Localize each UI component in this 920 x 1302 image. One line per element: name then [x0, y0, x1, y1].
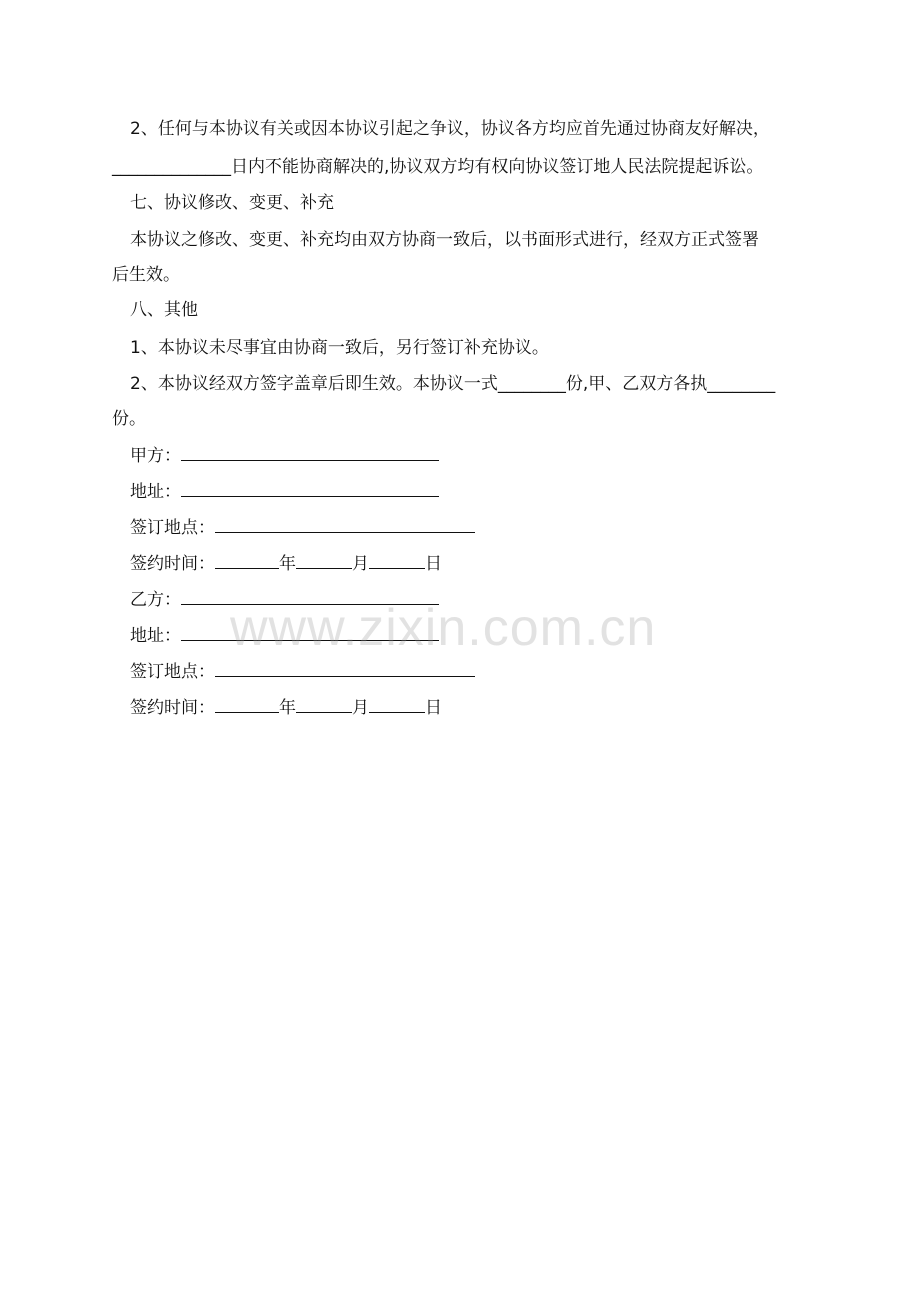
party-b-name-label: 乙方： [130, 590, 181, 610]
party-a-year-label: 年 [279, 554, 296, 574]
section-8-item-1 [130, 336, 830, 360]
section-7-body-text-1: 本协议之修改、变更、补充均由双方协商一致后，以书面形式进行，经双方正式签署 [130, 230, 759, 250]
party-b-year-label: 年 [279, 698, 296, 718]
party-b-address-label: 地址： [130, 626, 181, 646]
party-a-name-row [130, 444, 439, 468]
section-8-item-2-line1 [130, 372, 830, 396]
section-7-body-line1 [130, 228, 830, 252]
party-a-month-blank [296, 552, 352, 569]
party-a-month-label: 月 [352, 554, 369, 574]
party-a-address-row [130, 480, 439, 504]
section-7-body-text-2: 后生效。 [112, 265, 180, 285]
party-b-month-blank [296, 696, 352, 713]
party-b-place-row [130, 660, 475, 684]
watermark: www.zixin.com.cn [230, 599, 657, 657]
dispute-text-2: 日内不能协商解决的,协议双方均有权向协议签订地人民法院提起诉讼。 [231, 157, 764, 177]
party-b-place-blank [215, 660, 475, 677]
section-8-heading [130, 298, 830, 322]
item-2-text-b: 份,甲、乙双方各执 [565, 374, 708, 394]
party-b-place-label: 签订地点： [130, 662, 215, 682]
party-a-name-label: 甲方： [130, 446, 181, 466]
paragraph-dispute-line2 [112, 155, 812, 179]
party-a-place-row [130, 516, 475, 540]
party-a-year-blank [215, 552, 279, 569]
item-2-blank-1: ________ [497, 374, 566, 394]
party-b-day-label: 日 [425, 698, 442, 718]
party-a-time-row [130, 552, 442, 576]
section-7-title: 七、协议修改、变更、补充 [130, 193, 334, 213]
item-1-text: 1、本协议未尽事宜由协商一致后，另行签订补充协议。 [130, 338, 549, 358]
party-b-year-blank [215, 696, 279, 713]
party-b-time-label: 签约时间： [130, 698, 215, 718]
section-8-item-2-line2 [112, 407, 812, 431]
dispute-blank: ______________ [112, 157, 231, 177]
party-b-month-label: 月 [352, 698, 369, 718]
section-8-title: 八、其他 [130, 300, 198, 320]
section-7-heading [130, 191, 830, 215]
section-7-body-line2 [112, 263, 812, 287]
party-a-place-blank [215, 516, 475, 533]
dispute-text-1: 2、任何与本协议有关或因本协议引起之争议，协议各方均应首先通过协商友好解决， [130, 119, 770, 139]
party-b-time-row [130, 696, 442, 720]
item-2-blank-2: ________ [707, 374, 776, 394]
party-a-time-label: 签约时间： [130, 554, 215, 574]
party-b-day-blank [369, 696, 425, 713]
party-a-day-label: 日 [425, 554, 442, 574]
party-a-address-label: 地址： [130, 482, 181, 502]
party-a-address-blank [181, 480, 439, 497]
paragraph-dispute-line1 [130, 117, 830, 141]
party-a-day-blank [369, 552, 425, 569]
party-a-place-label: 签订地点： [130, 518, 215, 538]
item-2-text-c: 份。 [112, 409, 146, 429]
party-a-name-blank [181, 444, 439, 461]
item-2-text-a: 2、本协议经双方签字盖章后即生效。本协议一式 [130, 374, 498, 394]
